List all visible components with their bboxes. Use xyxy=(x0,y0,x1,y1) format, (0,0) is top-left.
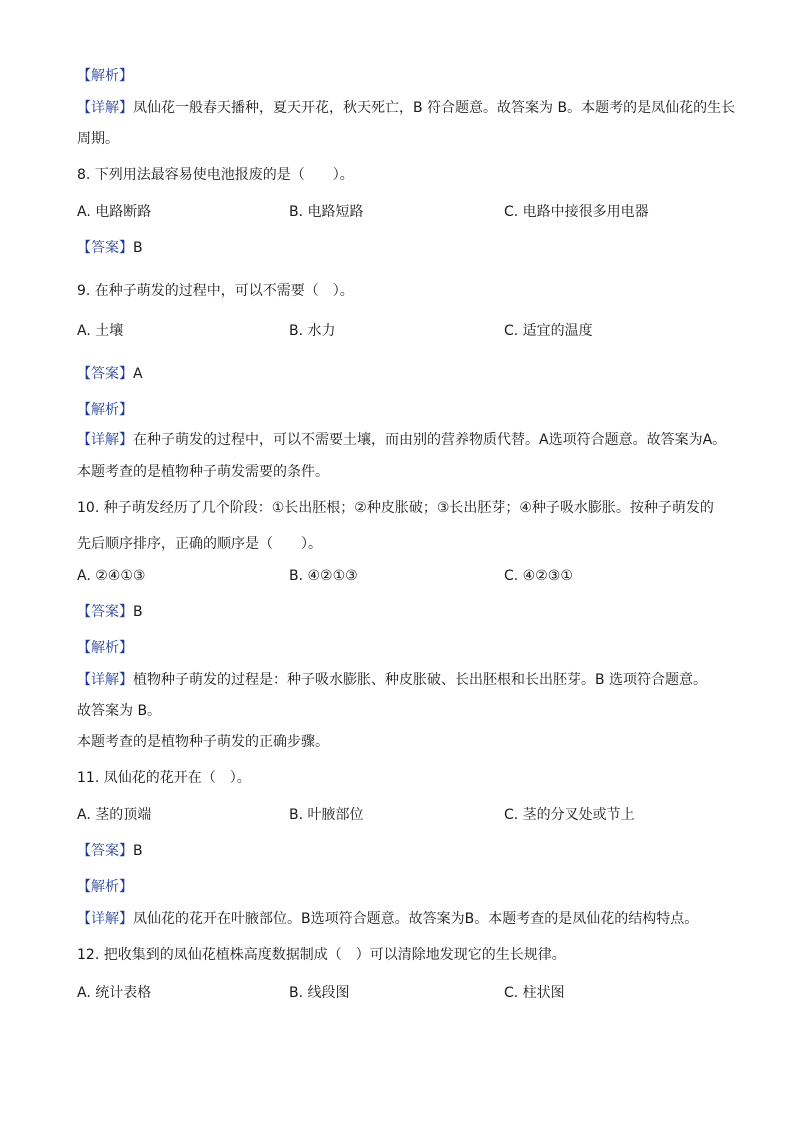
q8-stem: 8. 下列用法最容易使电池报废的是（ ）。 xyxy=(77,167,354,183)
detail-tag: 【详解】 xyxy=(77,672,133,688)
q10-option-b: B. ④②①③ xyxy=(289,568,358,584)
q7-detail-line2: 周期。 xyxy=(77,131,119,147)
q10-detail-text-1: 植物种子萌发的过程是：种子吸水膨胀、种皮胀破、长出胚根和长出胚芽。B 选项符合题意。 xyxy=(133,672,708,688)
analysis-tag: 【解析】 xyxy=(77,402,133,418)
q9-detail-line1 xyxy=(77,430,734,450)
q10-option-a: A. ②④①③ xyxy=(77,568,146,584)
q9-detail-text-1: 在种子萌发的过程中，可以不需要土壤，而由别的营养物质代替。A选项符合题意。故答案为A。 xyxy=(133,432,727,448)
answer-tag: 【答案】 xyxy=(77,843,133,859)
q9-analysis-heading xyxy=(77,400,734,420)
analysis-tag: 【解析】 xyxy=(77,640,133,656)
q12-option-c: C. 柱状图 xyxy=(504,985,565,1001)
answer-tag: 【答案】 xyxy=(77,240,133,256)
q10-option-c: C. ④②③① xyxy=(504,568,573,584)
q10-answer-value: B xyxy=(133,604,143,620)
q9-detail-line2: 本题考查的是植物种子萌发需要的条件。 xyxy=(77,464,329,480)
q10-detail-line1 xyxy=(77,670,734,690)
q12-option-b: B. 线段图 xyxy=(289,985,350,1001)
detail-tag: 【详解】 xyxy=(77,432,133,448)
q11-detail-line1 xyxy=(77,909,734,929)
q8-option-b: B. 电路短路 xyxy=(289,204,364,220)
q10-detail-line2: 故答案为 B。 xyxy=(77,703,162,719)
q9-answer-value: A xyxy=(133,366,143,382)
q8-option-c: C. 电路中接很多用电器 xyxy=(504,204,649,220)
q7-analysis-heading xyxy=(77,66,734,86)
q10-stem-line1: 10. 种子萌发经历了几个阶段：①长出胚根；②种皮胀破；③长出胚芽；④种子吸水膨胀。按种子萌发的 xyxy=(77,500,714,516)
answer-tag: 【答案】 xyxy=(77,366,133,382)
q8-answer xyxy=(77,238,734,258)
analysis-tag: 【解析】 xyxy=(77,68,133,84)
q11-option-a: A. 茎的顶端 xyxy=(77,807,152,823)
q10-analysis-heading xyxy=(77,638,734,658)
q9-option-a: A. 土壤 xyxy=(77,323,124,339)
q10-answer xyxy=(77,602,734,622)
answer-tag: 【答案】 xyxy=(77,604,133,620)
q10-stem-line2: 先后顺序排序，正确的顺序是（ ）。 xyxy=(77,536,322,552)
q11-answer xyxy=(77,841,734,861)
detail-tag: 【详解】 xyxy=(77,100,133,116)
q7-detail-line1 xyxy=(77,98,734,118)
q11-detail-text-1: 凤仙花的花开在叶腋部位。B选项符合题意。故答案为B。本题考查的是凤仙花的结构特点。 xyxy=(133,911,699,927)
q11-analysis-heading xyxy=(77,877,734,897)
q12-stem: 12. 把收集到的凤仙花植株高度数据制成（ ）可以清除地发现它的生长规律。 xyxy=(77,947,566,963)
detail-tag: 【详解】 xyxy=(77,911,133,927)
q12-option-a: A. 统计表格 xyxy=(77,985,152,1001)
q9-answer xyxy=(77,364,734,384)
q11-option-c: C. 茎的分叉处或节上 xyxy=(504,807,635,823)
q11-option-b: B. 叶腋部位 xyxy=(289,807,364,823)
q8-answer-value: B xyxy=(133,240,143,256)
q9-stem: 9. 在种子萌发的过程中，可以不需要（ ）。 xyxy=(77,283,354,299)
q9-option-b: B. 水力 xyxy=(289,323,336,339)
q7-detail-text-1: 凤仙花一般春天播种，夏天开花，秋天死亡，B 符合题意。故答案为 B。本题考的是凤仙花的生长 xyxy=(133,100,736,116)
q9-option-c: C. 适宜的温度 xyxy=(504,323,593,339)
q8-option-a: A. 电路断路 xyxy=(77,204,152,220)
analysis-tag: 【解析】 xyxy=(77,879,133,895)
q11-stem: 11. 凤仙花的花开在（ ）。 xyxy=(77,770,251,786)
q11-answer-value: B xyxy=(133,843,143,859)
q10-detail-line3: 本题考查的是植物种子萌发的正确步骤。 xyxy=(77,734,329,750)
